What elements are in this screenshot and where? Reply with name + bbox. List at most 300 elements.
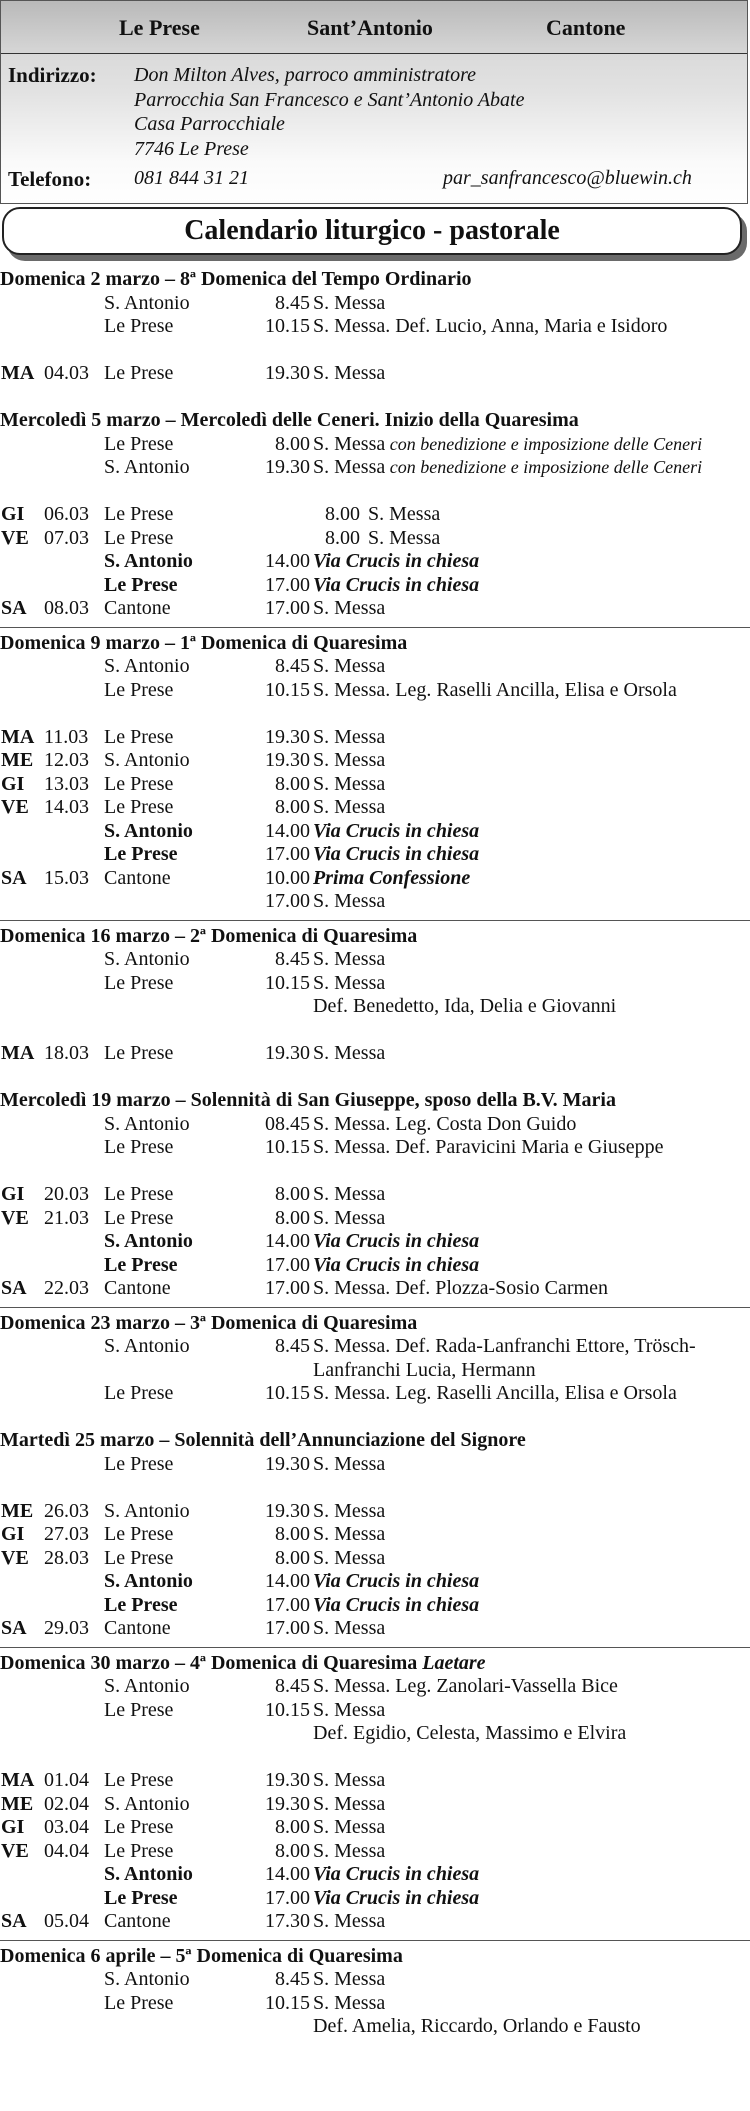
date: 22.03 xyxy=(44,1277,89,1299)
location-le-prese: Le Prese xyxy=(119,15,200,40)
row-spacer xyxy=(0,1476,750,1500)
date: 20.03 xyxy=(44,1183,89,1205)
place: Le Prese xyxy=(104,1452,174,1475)
date: 15.03 xyxy=(44,866,89,889)
description xyxy=(313,1887,750,1911)
time: 8.00 xyxy=(275,1183,310,1205)
description-text: S. Messa xyxy=(313,362,386,384)
date: 03.04 xyxy=(44,1816,89,1838)
description-text: Via Crucis in chiesa xyxy=(313,1253,480,1276)
liturgical-name: Laetare xyxy=(422,1651,486,1674)
place: Le Prese xyxy=(104,1769,174,1791)
description-text: S. Messa xyxy=(313,890,386,912)
schedule-row xyxy=(0,749,750,773)
place: Le Prese xyxy=(104,1816,174,1838)
description-continuation: Def. Amelia, Riccardo, Orlando e Fausto xyxy=(313,2015,641,2037)
calendar-section xyxy=(0,632,750,921)
time: 17.00 xyxy=(265,843,310,865)
place: Le Prese xyxy=(104,1523,174,1545)
time: 8.45 xyxy=(275,291,310,314)
place: S. Antonio xyxy=(104,291,190,314)
schedule-row xyxy=(0,433,750,457)
description-text: Prima Confessione xyxy=(313,866,471,889)
time: 19.30 xyxy=(265,1499,310,1522)
description-text: Via Crucis in chiesa xyxy=(313,1886,480,1909)
address-line: Casa Parrocchiale xyxy=(134,113,285,135)
description-text: S. Messa. Def. Paravicini Maria e Giuseppe xyxy=(313,1136,664,1158)
schedule-row xyxy=(0,1992,750,2039)
time: 10.15 xyxy=(265,1382,310,1404)
time: 17.00 xyxy=(265,1277,310,1299)
place: Cantone xyxy=(104,1277,171,1299)
time: 10.15 xyxy=(265,315,310,337)
locations-bar xyxy=(1,1,747,54)
schedule-row xyxy=(0,972,750,1019)
description xyxy=(313,1335,750,1359)
place: Le Prese xyxy=(104,1698,174,1721)
address-line: Don Milton Alves, parroco amministratore xyxy=(134,64,477,86)
schedule-row xyxy=(0,1675,750,1699)
place: S. Antonio xyxy=(104,1112,190,1135)
description xyxy=(313,1453,750,1477)
feast-title: Martedì 25 marzo – Solennità dell’Annunciazione del Signore xyxy=(0,1429,526,1451)
description-text: Via Crucis in chiesa xyxy=(313,1593,480,1616)
weekday: ME xyxy=(1,1499,34,1522)
place: Le Prese xyxy=(104,432,174,455)
phone-label: Telefono: xyxy=(8,167,92,191)
schedule-row xyxy=(0,315,750,339)
place: Le Prese xyxy=(104,573,178,596)
description-text: S. Messa xyxy=(313,1617,386,1639)
weekday: MA xyxy=(1,1042,35,1064)
schedule-row xyxy=(0,503,750,527)
description xyxy=(313,1183,750,1207)
description-text: S. Messa xyxy=(313,456,386,478)
place: Le Prese xyxy=(104,1042,174,1064)
description xyxy=(313,597,750,621)
calendar-title-banner xyxy=(2,207,742,255)
weekday: SA xyxy=(1,1617,27,1639)
description-note: con benedizione e imposizione delle Ceneri xyxy=(385,457,703,477)
weekday: SA xyxy=(1,1277,27,1299)
description xyxy=(313,1675,750,1699)
calendar-section xyxy=(0,925,750,1308)
description xyxy=(313,972,750,996)
sunday-title xyxy=(0,925,750,949)
schedule-row xyxy=(0,1335,750,1382)
description xyxy=(313,843,750,867)
description xyxy=(313,433,750,457)
time: 19.30 xyxy=(265,362,310,384)
sunday-title-text: Domenica 2 marzo – 8ª Domenica del Tempo Ordinario xyxy=(0,268,472,290)
description xyxy=(313,1570,750,1594)
weekday: GI xyxy=(1,503,25,525)
sunday-title xyxy=(0,632,750,656)
date: 13.03 xyxy=(44,772,89,795)
date: 06.03 xyxy=(44,503,89,525)
time: 8.45 xyxy=(275,1335,310,1357)
description-text: S. Messa xyxy=(313,291,386,314)
row-spacer xyxy=(0,480,750,504)
time: 8.00 xyxy=(325,503,360,525)
place: Cantone xyxy=(104,1910,171,1932)
description-text: S. Messa xyxy=(313,655,386,677)
schedule-row xyxy=(0,1699,750,1746)
email-address[interactable]: par_sanfrancesco@bluewin.ch xyxy=(443,167,692,189)
place: S. Antonio xyxy=(104,1335,190,1357)
place: Cantone xyxy=(104,597,171,619)
schedule-row xyxy=(0,550,750,574)
schedule-row xyxy=(0,1500,750,1524)
time: 10.15 xyxy=(265,1698,310,1721)
place: S. Antonio xyxy=(104,749,190,771)
row-spacer xyxy=(0,1746,750,1770)
calendar-section xyxy=(0,268,750,628)
description xyxy=(313,867,750,891)
place: Le Prese xyxy=(104,772,174,795)
date: 02.04 xyxy=(44,1792,89,1815)
weekday: GI xyxy=(1,1183,25,1205)
description-text: S. Messa xyxy=(313,1698,386,1721)
description xyxy=(313,1042,750,1066)
schedule-row xyxy=(0,574,750,598)
time: 8.00 xyxy=(275,796,310,818)
date: 08.03 xyxy=(44,597,89,619)
schedule-row xyxy=(0,1863,750,1887)
description xyxy=(313,574,750,598)
place: Le Prese xyxy=(104,1382,174,1404)
place: Le Prese xyxy=(104,1183,174,1205)
description xyxy=(313,1136,750,1160)
description xyxy=(313,1840,750,1864)
description xyxy=(313,1594,750,1618)
time: 8.00 xyxy=(275,1816,310,1838)
sunday-title xyxy=(0,1945,750,1969)
weekday: MA xyxy=(1,725,35,748)
row-spacer xyxy=(0,339,750,363)
time: 17.00 xyxy=(265,1593,310,1616)
description-note: con benedizione e imposizione delle Ceneri xyxy=(385,433,703,454)
place: Le Prese xyxy=(104,1546,174,1569)
time: 19.30 xyxy=(265,1792,310,1815)
time: 14.00 xyxy=(265,1570,310,1592)
description-text: S. Messa. Leg. Raselli Ancilla, Elisa e Orsola xyxy=(313,1382,677,1404)
place: S. Antonio xyxy=(104,1675,190,1697)
time: 19.30 xyxy=(265,749,310,771)
time: 17.00 xyxy=(265,597,310,619)
schedule-row xyxy=(0,1382,750,1406)
time: 8.00 xyxy=(275,1523,310,1545)
date: 04.04 xyxy=(44,1839,89,1862)
description-text: S. Messa xyxy=(313,1452,386,1475)
row-spacer xyxy=(0,1066,750,1090)
place: Le Prese xyxy=(104,526,174,549)
row-spacer xyxy=(0,1406,750,1430)
place: S. Antonio xyxy=(104,655,190,677)
row-spacer xyxy=(0,702,750,726)
time: 19.30 xyxy=(265,1769,310,1791)
date: 01.04 xyxy=(44,1769,89,1791)
time: 10.15 xyxy=(265,971,310,994)
description xyxy=(313,1277,750,1301)
description-text: S. Messa. Leg. Zanolari-Vassella Bice xyxy=(313,1675,618,1697)
description-text: S. Messa xyxy=(313,1968,386,1990)
weekday: GI xyxy=(1,772,25,795)
description xyxy=(313,726,750,750)
date: 28.03 xyxy=(44,1546,89,1569)
liturgical-calendar xyxy=(0,268,750,2049)
time: 17.30 xyxy=(265,1910,310,1932)
description-text: S. Messa xyxy=(313,597,386,619)
feast-title: Mercoledì 19 marzo – Solennità di San Giuseppe, sposo della B.V. Maria xyxy=(0,1089,616,1111)
place: Le Prese xyxy=(104,678,174,701)
description-continuation: Def. Egidio, Celesta, Massimo e Elvira xyxy=(313,1722,627,1744)
description xyxy=(313,1699,750,1723)
sunday-title-text: Domenica 16 marzo – 2ª Domenica di Quaresima xyxy=(0,924,418,947)
date: 04.03 xyxy=(44,362,89,384)
description-text: S. Messa xyxy=(313,725,386,748)
description xyxy=(313,679,750,703)
description xyxy=(313,1500,750,1524)
description xyxy=(313,1968,750,1992)
time: 8.45 xyxy=(275,1675,310,1697)
time: 8.00 xyxy=(275,432,310,455)
schedule-row xyxy=(0,597,750,621)
schedule-row xyxy=(0,1594,750,1618)
place: Le Prese xyxy=(104,1991,174,2014)
description xyxy=(313,1992,750,2016)
description xyxy=(313,1523,750,1547)
sunday-title-text: Domenica 9 marzo – 1ª Domenica di Quaresima xyxy=(0,631,408,654)
description xyxy=(313,362,750,386)
schedule-row xyxy=(0,292,750,316)
place: Le Prese xyxy=(104,1593,178,1616)
schedule-row xyxy=(0,1113,750,1137)
time: 10.15 xyxy=(265,1991,310,2014)
description-text: S. Messa xyxy=(313,1839,386,1862)
description-text: S. Messa xyxy=(313,1816,386,1838)
description-text: Via Crucis in chiesa xyxy=(313,1230,480,1252)
description xyxy=(313,456,750,480)
schedule-row xyxy=(0,843,750,867)
description-text: S. Messa xyxy=(313,1769,386,1791)
description-text: S. Messa xyxy=(313,1523,386,1545)
schedule-row xyxy=(0,948,750,972)
weekday: VE xyxy=(1,796,29,818)
schedule-row xyxy=(0,1769,750,1793)
address-label: Indirizzo: xyxy=(8,63,97,87)
time: 14.00 xyxy=(265,819,310,842)
time: 17.00 xyxy=(265,1886,310,1909)
date: 14.03 xyxy=(44,796,89,818)
description-text: S. Messa xyxy=(313,1546,386,1569)
schedule-row xyxy=(0,1183,750,1207)
time: 17.00 xyxy=(265,573,310,596)
description xyxy=(313,773,750,797)
sunday-title xyxy=(0,1652,750,1676)
description-text: S. Messa xyxy=(313,432,386,455)
date: 29.03 xyxy=(44,1617,89,1639)
description-text: S. Messa. Leg. Raselli Ancilla, Elisa e Orsola xyxy=(313,678,677,701)
schedule-row xyxy=(0,796,750,820)
calendar-section xyxy=(0,1945,750,2045)
phone-number[interactable]: 081 844 31 21 xyxy=(134,167,249,189)
date: 27.03 xyxy=(44,1523,89,1545)
schedule-row xyxy=(0,1910,750,1934)
time: 19.30 xyxy=(265,1452,310,1475)
place: S. Antonio xyxy=(104,1230,193,1252)
time: 14.00 xyxy=(265,1863,310,1885)
row-spacer xyxy=(0,386,750,410)
time: 14.00 xyxy=(265,550,310,572)
schedule-row xyxy=(0,820,750,844)
place: S. Antonio xyxy=(104,948,190,970)
time: 8.00 xyxy=(275,772,310,795)
description-text: S. Messa xyxy=(313,1792,386,1815)
description xyxy=(313,550,750,574)
time: 19.30 xyxy=(265,1042,310,1064)
schedule-row xyxy=(0,773,750,797)
time: 8.45 xyxy=(275,655,310,677)
place: Le Prese xyxy=(104,1886,178,1909)
description xyxy=(313,1382,750,1406)
date: 07.03 xyxy=(44,526,89,549)
description xyxy=(313,1910,750,1934)
description-text: Via Crucis in chiesa xyxy=(313,550,480,572)
description xyxy=(313,1113,750,1137)
schedule-row xyxy=(0,890,750,914)
row-spacer xyxy=(0,1019,750,1043)
description-text: S. Messa xyxy=(313,1206,386,1229)
description xyxy=(313,890,750,914)
schedule-row xyxy=(0,1207,750,1231)
description xyxy=(313,315,750,339)
weekday: SA xyxy=(1,1910,27,1932)
description-text: S. Messa xyxy=(313,1042,386,1064)
time: 8.00 xyxy=(275,1546,310,1569)
schedule-row xyxy=(0,1136,750,1160)
schedule-row xyxy=(0,1523,750,1547)
place: S. Antonio xyxy=(104,1792,190,1815)
schedule-row xyxy=(0,1816,750,1840)
description xyxy=(313,1254,750,1278)
schedule-row xyxy=(0,679,750,703)
description-text: S. Messa xyxy=(313,796,386,818)
date: 26.03 xyxy=(44,1499,89,1522)
schedule-row xyxy=(0,362,750,386)
sunday-title-text: Domenica 30 marzo – 4ª Domenica di Quaresima xyxy=(0,1651,423,1674)
weekday: SA xyxy=(1,597,27,619)
sunday-title xyxy=(0,268,750,292)
weekday: MA xyxy=(1,362,35,384)
description xyxy=(313,1230,750,1254)
description xyxy=(313,796,750,820)
schedule-row xyxy=(0,456,750,480)
sunday-title-text: Domenica 23 marzo – 3ª Domenica di Quaresima xyxy=(0,1311,418,1334)
row-spacer xyxy=(0,1160,750,1184)
schedule-row xyxy=(0,1042,750,1066)
schedule-row xyxy=(0,1570,750,1594)
weekday: GI xyxy=(1,1816,25,1838)
time: 10.15 xyxy=(265,1136,310,1158)
place: S. Antonio xyxy=(104,1863,193,1885)
weekday: VE xyxy=(1,1206,29,1229)
schedule-row xyxy=(0,527,750,551)
place: Le Prese xyxy=(104,1136,174,1158)
time: 14.00 xyxy=(265,1230,310,1252)
date: 18.03 xyxy=(44,1042,89,1064)
description-text: S. Messa. Def. Plozza-Sosio Carmen xyxy=(313,1277,608,1299)
date: 21.03 xyxy=(44,1206,89,1229)
time: 8.00 xyxy=(325,526,360,549)
schedule-row xyxy=(0,1453,750,1477)
place: S. Antonio xyxy=(104,1570,193,1592)
sunday-title xyxy=(0,1312,750,1336)
description xyxy=(313,292,750,316)
calendar-title: Calendario liturgico - pastorale xyxy=(184,215,560,246)
description-text: S. Messa xyxy=(313,948,386,970)
description-text: Via Crucis in chiesa xyxy=(313,819,480,842)
calendar-section xyxy=(0,1652,750,1941)
place: S. Antonio xyxy=(104,456,190,478)
place: Le Prese xyxy=(104,725,174,748)
schedule-row xyxy=(0,726,750,750)
schedule-row xyxy=(0,867,750,891)
place: Le Prese xyxy=(104,1253,178,1276)
description xyxy=(313,1863,750,1887)
time: 17.00 xyxy=(265,1253,310,1276)
time: 17.00 xyxy=(265,1617,310,1639)
schedule-row xyxy=(0,1887,750,1911)
place: S. Antonio xyxy=(104,819,193,842)
time: 8.00 xyxy=(275,1839,310,1862)
weekday: GI xyxy=(1,1523,25,1545)
description-text: S. Messa xyxy=(313,1183,386,1205)
schedule-row xyxy=(0,1793,750,1817)
place: Le Prese xyxy=(104,971,174,994)
description-continuation: Def. Benedetto, Ida, Delia e Giovanni xyxy=(313,995,617,1017)
place: Le Prese xyxy=(104,1839,174,1862)
description-continuation: Lanfranchi Lucia, Hermann xyxy=(313,1358,536,1381)
schedule-row xyxy=(0,1254,750,1278)
address-block xyxy=(134,63,524,161)
description xyxy=(313,749,750,773)
time: 19.30 xyxy=(265,456,310,478)
time: 17.00 xyxy=(265,890,310,912)
schedule-row xyxy=(0,1547,750,1571)
time: 8.00 xyxy=(275,1206,310,1229)
description xyxy=(313,1207,750,1231)
description xyxy=(313,1793,750,1817)
place: Le Prese xyxy=(104,362,174,384)
schedule-row xyxy=(0,1277,750,1301)
description-text: Via Crucis in chiesa xyxy=(313,843,480,865)
sunday-title-text: Domenica 6 aprile – 5ª Domenica di Quaresima xyxy=(0,1944,403,1967)
location-sant-antonio: Sant’Antonio xyxy=(307,15,433,40)
place: Le Prese xyxy=(104,1206,174,1229)
schedule-row xyxy=(0,1617,750,1641)
date: 12.03 xyxy=(44,749,89,771)
place: Cantone xyxy=(104,866,171,889)
weekday: ME xyxy=(1,749,34,771)
description-text: S. Messa xyxy=(313,772,386,795)
parish-header xyxy=(0,0,748,204)
description-text: Via Crucis in chiesa xyxy=(313,1863,480,1885)
place: Le Prese xyxy=(104,315,174,337)
description-text: S. Messa xyxy=(313,1499,386,1522)
calendar-section xyxy=(0,1312,750,1648)
description-text: Via Crucis in chiesa xyxy=(313,1570,480,1592)
